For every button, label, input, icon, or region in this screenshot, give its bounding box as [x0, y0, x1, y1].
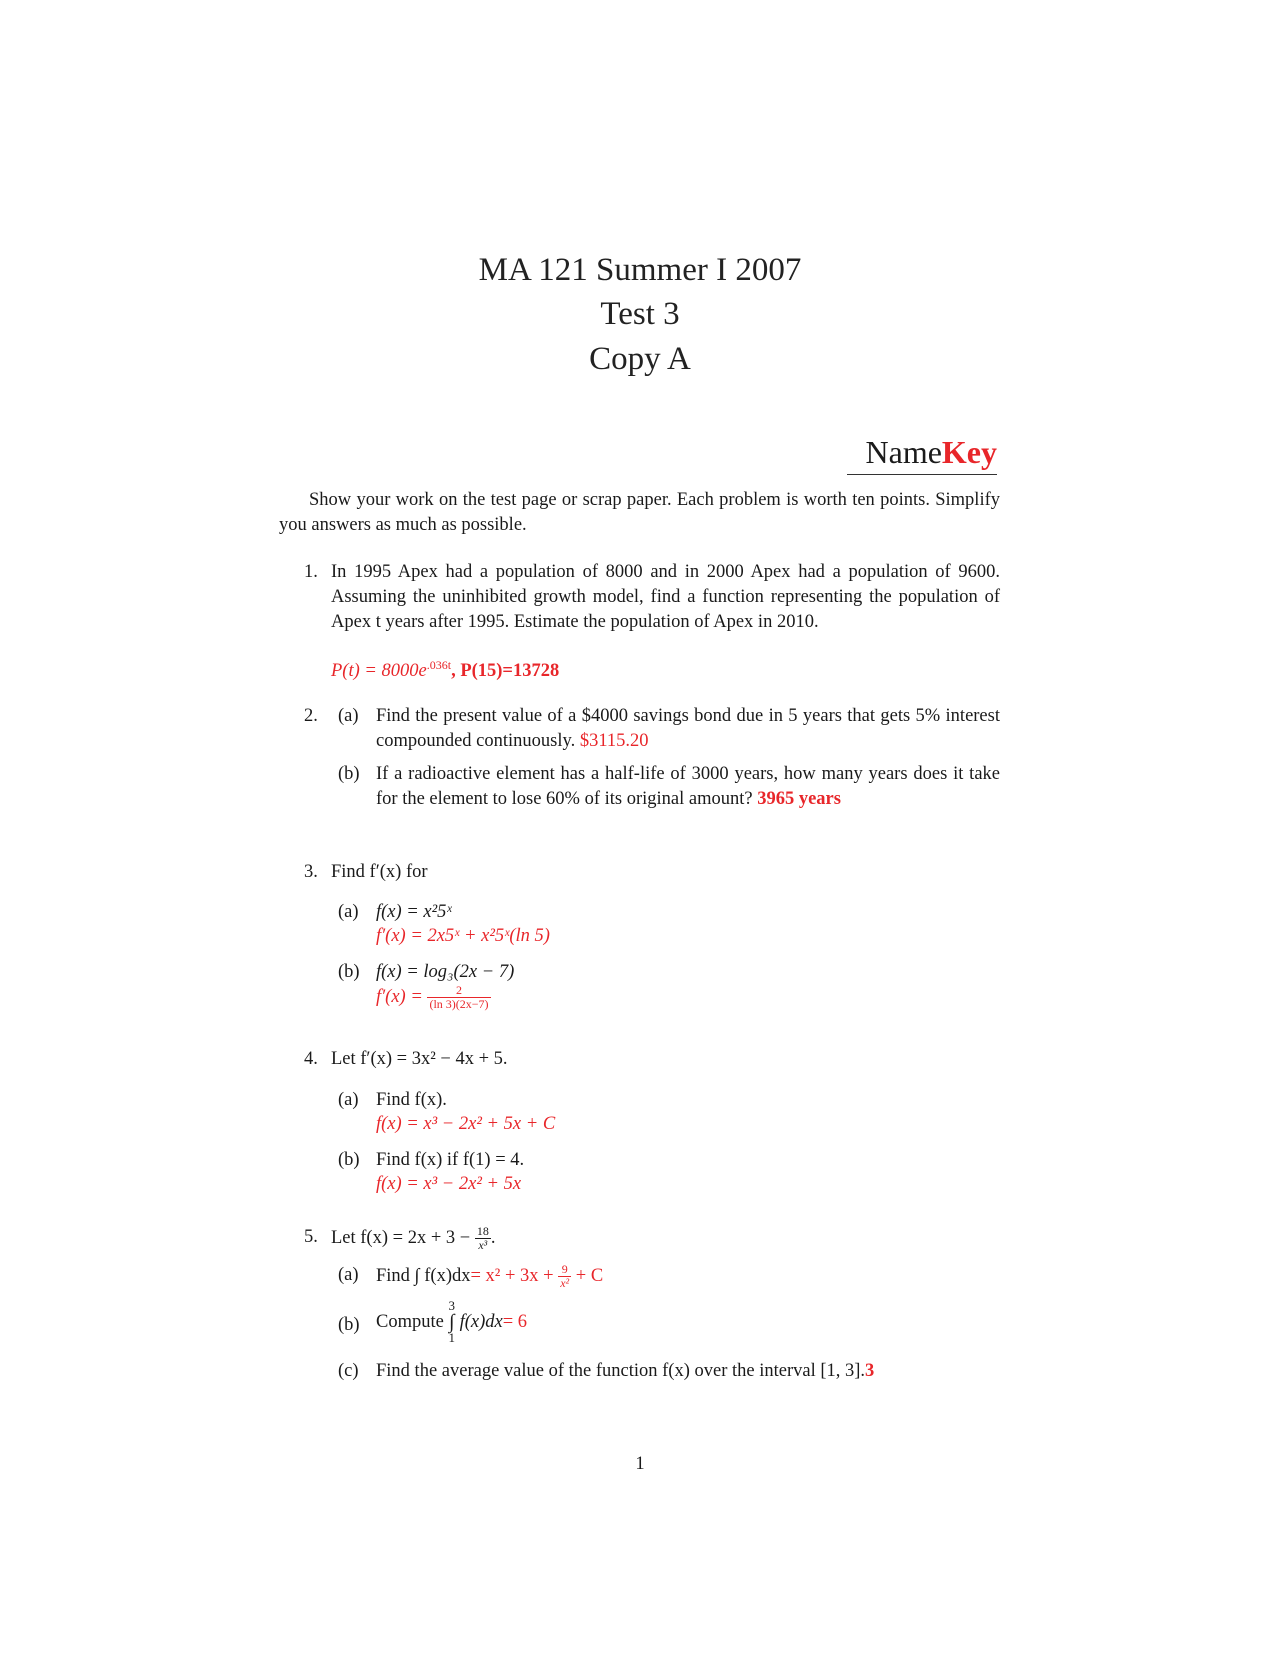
- p3a-label: (a): [338, 902, 359, 922]
- p5a-answer-part2: + C: [571, 1265, 604, 1286]
- p1-answer-value: , P(15)=13728: [451, 661, 560, 681]
- p5a-answer-part1: = x² + 3x +: [470, 1265, 559, 1286]
- page-number: 1: [635, 1454, 645, 1474]
- p5b-question: Compute: [376, 1312, 444, 1332]
- p3a-function: f(x) = x²5ˣ: [376, 902, 452, 922]
- problem-3-number: 3.: [304, 862, 318, 882]
- p5b-label: (b): [338, 1315, 360, 1335]
- p3b-answer-denominator: (ln 3)(2x−7): [429, 997, 489, 1011]
- p2b-text: [376, 762, 1000, 812]
- p2a-question: Find the present value of a $4000 savings bond due in 5 years that gets 5% interest compounded continuously.: [376, 706, 1000, 751]
- copy-title: Copy A: [589, 341, 691, 377]
- p5c-label: (c): [338, 1361, 359, 1381]
- p3b-function: f(x) = log₃(2x − 7): [376, 962, 515, 982]
- p5a-answer-fraction: [558, 1263, 571, 1290]
- p3b-answer-fraction: [427, 984, 490, 1011]
- p3b-answer-numerator: 2: [427, 984, 490, 998]
- p5c-text: [376, 1359, 1000, 1384]
- p5a-question: Find ∫ f(x)dx: [376, 1265, 471, 1286]
- p4b-label: (b): [338, 1150, 360, 1170]
- problem-4-number: 4.: [304, 1049, 318, 1069]
- p4a-answer: f(x) = x³ − 2x² + 5x + C: [376, 1114, 556, 1134]
- p5c-question: Find the average value of the function f(x) over the interval [1, 3].: [376, 1361, 866, 1381]
- problem-5-number: 5.: [304, 1227, 318, 1247]
- problem-1-text: In 1995 Apex had a population of 8000 and in 2000 Apex had a population of 9600. Assuming the uninhibited growth model, find a function representing the population of Apex t years after 1995. Estimate the population of Apex in 2010.: [331, 562, 1000, 632]
- p2a-text: [376, 704, 1000, 754]
- p5c-answer: 3: [865, 1361, 875, 1381]
- p5a-answer-numerator: 9: [558, 1263, 571, 1277]
- p5-text-lhs: Let f(x) = 2x + 3 −: [331, 1227, 475, 1248]
- p4b-text: Find f(x) if f(1) = 4.: [376, 1150, 525, 1170]
- integral-lower-limit: 1: [448, 1330, 455, 1345]
- test-title: Test 3: [600, 296, 680, 332]
- p1-answer-function: P(t) = 8000e: [331, 661, 427, 681]
- p2b-question: If a radioactive element has a half-life of 3000 years, how many years does it take for the element to lose 60% of its original amount?: [376, 764, 1000, 809]
- p4b-answer: f(x) = x³ − 2x² + 5x: [376, 1174, 522, 1194]
- p4a-label: (a): [338, 1090, 359, 1110]
- p5a-answer: [470, 1262, 604, 1290]
- problem-3-text: Find f′(x) for: [331, 862, 428, 882]
- p5a-text: [376, 1263, 1000, 1290]
- problem-2-number: 2.: [304, 706, 318, 726]
- p4a-text: Find f(x).: [376, 1090, 447, 1110]
- problem-1-number: 1.: [304, 562, 318, 582]
- problem-1-answer: [331, 659, 1000, 684]
- name-field: [866, 432, 998, 472]
- problem-5-text: Let f(x) = 2x + 3 − $\frac{18}{\text{x³}}$ .: [331, 1224, 496, 1252]
- name-value: Key: [941, 434, 997, 470]
- p2a-answer: $3115.20: [579, 730, 649, 751]
- p5b-text: [376, 1299, 1000, 1345]
- p2b-answer: 3965 years: [757, 788, 841, 809]
- p2b-label: (b): [338, 764, 360, 784]
- integral-sign-icon: ∫: [448, 1311, 455, 1333]
- p1-answer-exponent: .036t: [426, 657, 452, 672]
- definite-integral: [448, 1299, 455, 1345]
- name-label: Name: [865, 434, 942, 470]
- instructions: Show your work on the test page or scrap paper. Each problem is worth ten points. Simplify you answers as much as possible.: [279, 490, 1000, 535]
- integral-upper-limit: 3: [448, 1298, 455, 1313]
- p5a-answer-denominator: x²: [560, 1276, 570, 1290]
- course-title: MA 121 Summer I 2007: [478, 252, 802, 288]
- p2a-label: (a): [338, 706, 359, 726]
- p3b-answer: [376, 984, 1000, 1011]
- p5-fraction: [475, 1225, 491, 1252]
- p3b-answer-lhs: f′(x) =: [376, 986, 428, 1007]
- p5-denominator: x³: [478, 1238, 488, 1252]
- p5-numerator: 18: [476, 1224, 489, 1238]
- p5b-answer: = 6: [502, 1312, 528, 1332]
- p5b-integrand: f(x)dx: [459, 1312, 503, 1332]
- p5a-label: (a): [338, 1265, 359, 1285]
- p3b-label: (b): [338, 962, 360, 982]
- name-underline: [847, 474, 997, 475]
- p3a-answer: f′(x) = 2x5ˣ + x²5ˣ(ln 5): [376, 926, 550, 946]
- problem-4-text: Let f′(x) = 3x² − 4x + 5.: [331, 1049, 508, 1069]
